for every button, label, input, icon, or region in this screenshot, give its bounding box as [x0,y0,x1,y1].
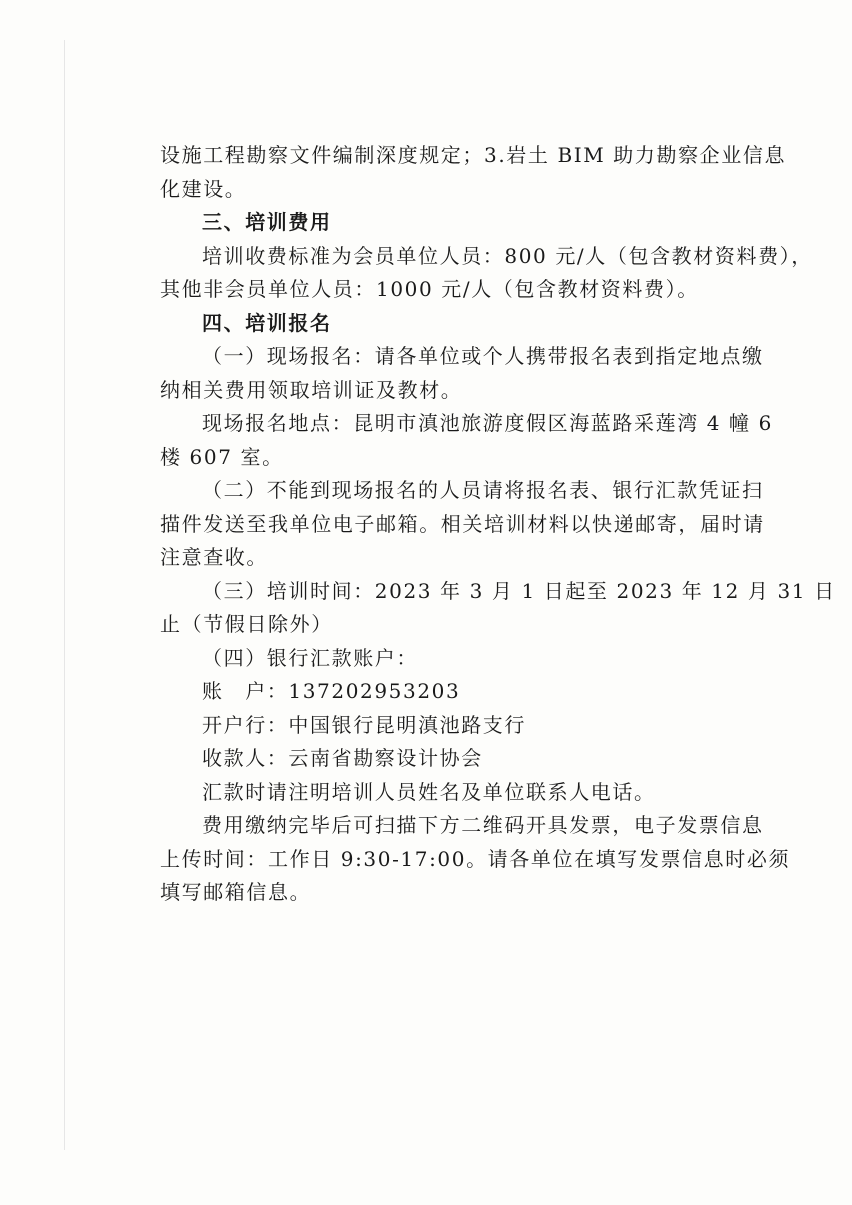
text-line: 账 户：137202953203 [202,679,461,703]
document-body [160,139,836,910]
text-line: 现场报名地点：昆明市滇池旅游度假区海蓝路采莲湾 4 幢 6 [202,411,773,435]
text-line: 收款人：云南省勘察设计协会 [202,746,483,770]
text-line: 描件发送至我单位电子邮箱。相关培训材料以快递邮寄，届时请 [160,511,765,536]
text-line: 开户行：中国银行昆明滇池路支行 [202,712,526,737]
text-line: （二）不能到现场报名的人员请将报名表、银行汇款凭证扫 [202,478,764,502]
text-line: 汇款时请注明培训人员姓名及单位联系人电话。 [202,779,656,804]
text-line: 楼 607 室。 [160,444,284,469]
text-line: （一）现场报名：请各单位或个人携带报名表到指定地点缴 [202,344,764,368]
section-heading: 三、培训费用 [202,210,332,234]
text-line: 培训收费标准为会员单位人员：800 元/人（包含教材资料费）， [202,243,813,268]
text-line: 化建设。 [160,176,247,201]
text-line: （三）培训时间：2023 年 3 月 1 日起至 2023 年 12 月 31 日 [202,578,836,603]
text-line: 注意查收。 [160,545,268,569]
text-line: 纳相关费用领取培训证及教材。 [160,377,463,402]
text-line: 填写邮箱信息。 [160,880,312,904]
text-line: 其他非会员单位人员：1000 元/人（包含教材资料费）。 [160,277,699,301]
text-line: 设施工程勘察文件编制深度规定；3.岩土 BIM 助力勘察企业信息 [160,143,787,167]
scan-edge-line [64,40,65,1150]
section-heading: 四、培训报名 [202,310,332,335]
text-line: （四）银行汇款账户： [202,645,418,670]
text-line: 上传时间：工作日 9:30-17:00。请各单位在填写发票信息时必须 [160,846,791,871]
text-line: 费用缴纳完毕后可扫描下方二维码开具发票，电子发票信息 [202,813,764,837]
text-line: 止（节假日除外） [160,612,333,636]
